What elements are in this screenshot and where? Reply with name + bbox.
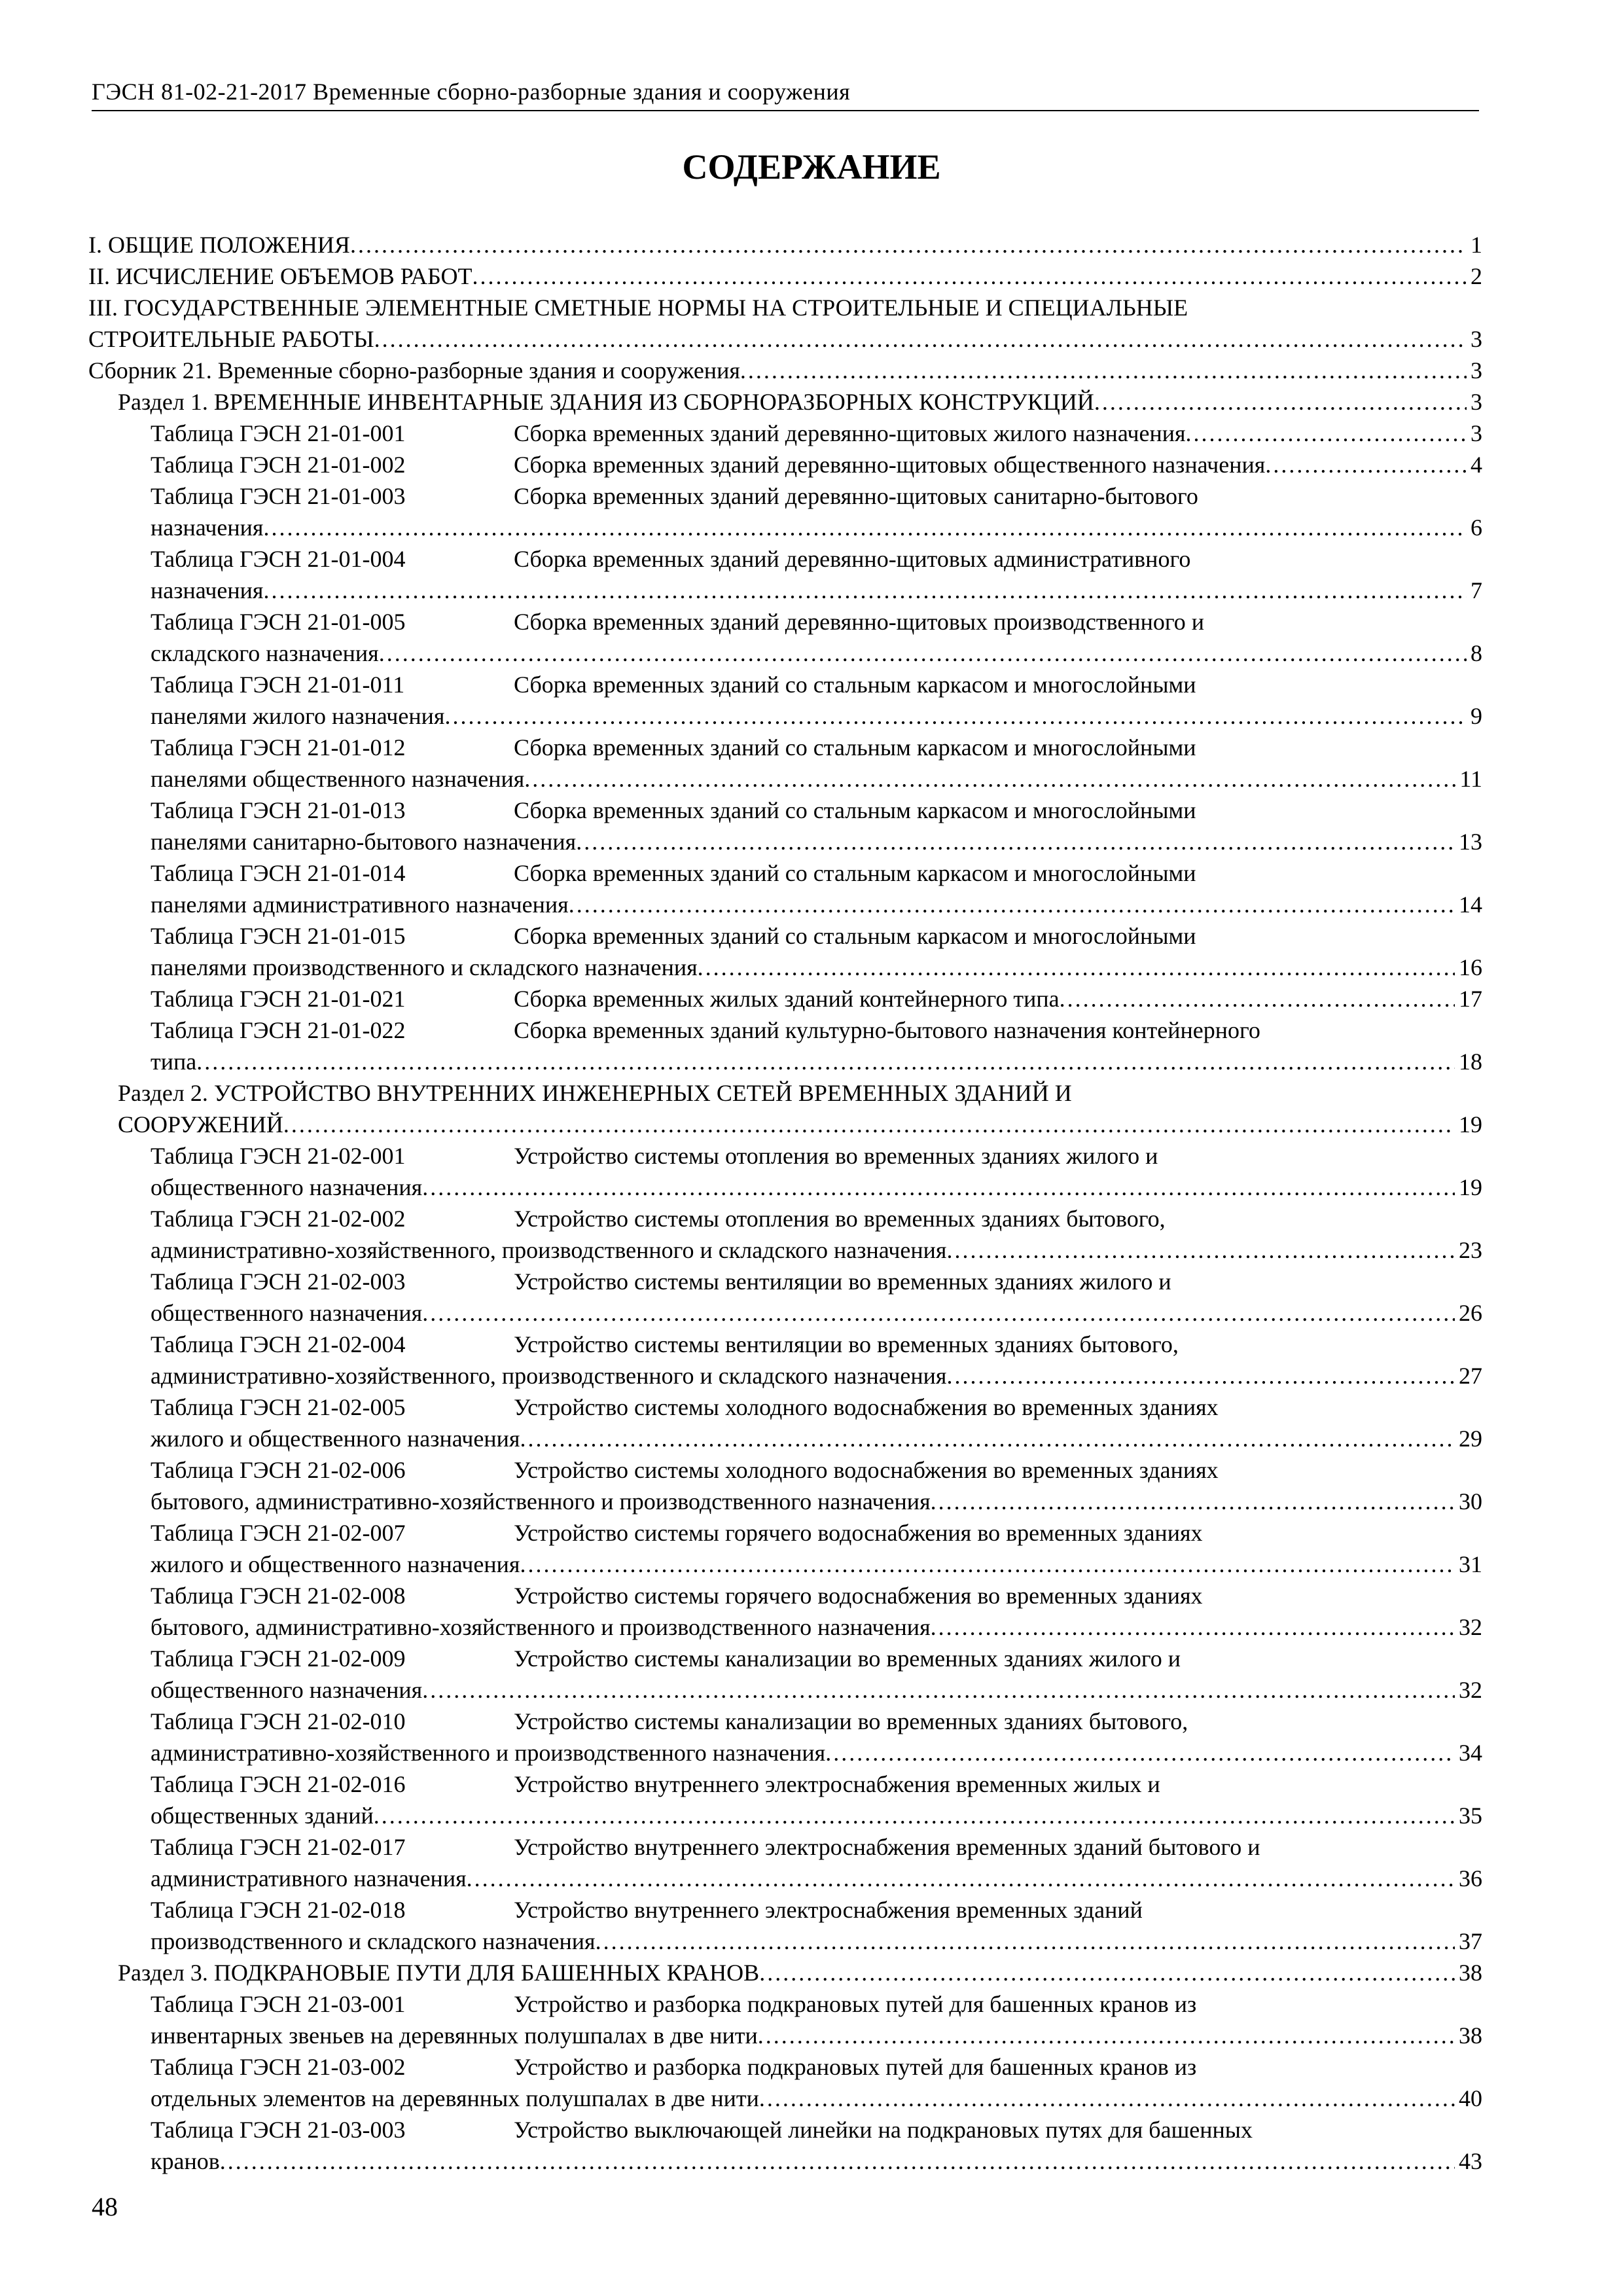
toc-entry-last-line [88, 826, 1482, 857]
toc-table-code: Таблица ГЭСН 21-02-010 [151, 1708, 406, 1734]
toc-entry-head: Сборка временных зданий со стальным каркасом и многослойными [514, 860, 1196, 886]
toc-entry-title: Сборка временных зданий деревянно-щитовых жилого назначения [514, 420, 1186, 446]
toc-entry-last-line [88, 512, 1482, 543]
toc-entry-first-line [151, 920, 1482, 952]
toc-entry-last-line [88, 1172, 1482, 1203]
toc-page-number: 9 [1471, 703, 1482, 729]
toc-table-code: Таблица ГЭСН 21-01-011 [151, 672, 405, 698]
toc-entry[interactable] [88, 449, 1482, 480]
toc-entry-head: Устройство внутреннего электроснабжения временных зданий [514, 1897, 1143, 1923]
toc-leader-dots [759, 2083, 1455, 2114]
toc-entry-head: Устройство системы отопления во временных зданиях жилого и [514, 1143, 1158, 1169]
toc-entry-last-line [88, 763, 1482, 795]
toc-entry[interactable] [88, 260, 1482, 292]
toc-page-number: 31 [1459, 1551, 1482, 1577]
toc-entry-head: Устройство системы вентиляции во временных зданиях бытового, [514, 1331, 1179, 1357]
toc-entry-title: общественного назначения [151, 1677, 423, 1703]
toc-entry-head: Сборка временных зданий со стальным каркасом и многослойными [514, 797, 1196, 823]
toc-entry-title: Сборка временных жилых зданий контейнерного типа [514, 986, 1060, 1012]
toc-entry[interactable] [88, 1329, 1482, 1391]
toc-entry-last-line [88, 889, 1482, 920]
toc-entry-head: Сборка временных зданий со стальным каркасом и многослойными [514, 672, 1196, 698]
toc-entry-last-line [88, 229, 1482, 260]
toc-entry-title: общественного назначения [151, 1174, 423, 1200]
toc-leader-dots [220, 2145, 1455, 2177]
toc-page-number: 3 [1471, 326, 1482, 352]
toc-entry-first-line [151, 1706, 1482, 1737]
toc-entry-last-line [88, 1549, 1482, 1580]
toc-leader-dots [1265, 449, 1467, 480]
toc-entry-first-line [151, 1329, 1482, 1360]
toc-entry-last-line [88, 952, 1482, 983]
toc-table-code: Таблица ГЭСН 21-01-022 [151, 1017, 406, 1043]
toc-entry-title: кранов [151, 2148, 220, 2174]
toc-table-code: Таблица ГЭСН 21-02-006 [151, 1457, 406, 1483]
toc-entry-first-line [151, 1894, 1482, 1926]
toc-entry-head: Раздел 2. УСТРОЙСТВО ВНУТРЕННИХ ИНЖЕНЕРНЫХ СЕТЕЙ ВРЕМЕННЫХ ЗДАНИЙ И [118, 1080, 1072, 1106]
toc-page-number: 4 [1471, 452, 1482, 478]
toc-entry-first-line [88, 292, 1482, 323]
toc-page-number: 27 [1459, 1363, 1482, 1389]
toc-leader-dots [596, 1926, 1455, 1957]
toc-table-code: Таблица ГЭСН 21-03-003 [151, 2117, 406, 2143]
toc-table-code: Таблица ГЭСН 21-01-013 [151, 797, 406, 823]
toc-entry-title: типа [151, 1049, 197, 1075]
toc-entry-head: Устройство системы холодного водоснабжения во временных зданиях [514, 1457, 1219, 1483]
toc-page-number: 34 [1459, 1740, 1482, 1766]
toc-entry[interactable] [88, 229, 1482, 260]
running-header: ГЭСН 81-02-21-2017 Временные сборно-разборные здания и сооружения [92, 77, 1479, 111]
toc-entry-first-line [151, 1517, 1482, 1549]
toc-entry-title: жилого и общественного назначения [151, 1426, 520, 1452]
page-title: СОДЕРЖАНИЕ [682, 147, 941, 187]
toc-table-code: Таблица ГЭСН 21-01-001 [151, 420, 406, 446]
toc-entry[interactable] [88, 1706, 1482, 1768]
toc-entry[interactable] [88, 1988, 1482, 2051]
toc-leader-dots [467, 1863, 1455, 1894]
toc-page-number: 40 [1459, 2085, 1482, 2111]
toc-leader-dots [520, 1423, 1455, 1454]
toc-leader-dots [263, 512, 1467, 543]
toc-entry[interactable] [88, 1957, 1482, 1988]
toc-entry[interactable] [88, 1014, 1482, 1077]
toc-entry-last-line [88, 1611, 1482, 1643]
toc-entry-title: инвентарных звеньев на деревянных полушпалах в две нити [151, 2022, 758, 2049]
toc-entry[interactable] [88, 1580, 1482, 1643]
toc-page-number: 23 [1459, 1237, 1482, 1263]
toc-entry[interactable] [88, 543, 1482, 606]
toc-leader-dots [350, 229, 1467, 260]
toc-entry-last-line [88, 323, 1482, 355]
toc-entry-head: Устройство и разборка подкрановых путей для башенных кранов из [514, 2054, 1197, 2080]
toc-entry-last-line [88, 1674, 1482, 1706]
toc-page-number: 32 [1459, 1614, 1482, 1640]
toc-leader-dots [825, 1737, 1455, 1768]
toc-entry[interactable] [88, 1894, 1482, 1957]
toc-entry-first-line [151, 669, 1482, 700]
toc-page-number: 16 [1459, 954, 1482, 980]
toc-entry-title: жилого и общественного назначения [151, 1551, 520, 1577]
toc-entry-first-line [151, 1580, 1482, 1611]
toc-entry-last-line [88, 1046, 1482, 1077]
toc-entry-last-line [88, 700, 1482, 732]
toc-entry-title: II. ИСЧИСЛЕНИЕ ОБЪЕМОВ РАБОТ [88, 263, 473, 289]
toc-entry[interactable] [88, 386, 1482, 418]
toc-entry-first-line [151, 1203, 1482, 1234]
toc-entry[interactable] [88, 292, 1482, 355]
toc-entry-last-line [118, 386, 1482, 418]
toc-page-number: 26 [1459, 1300, 1482, 1326]
toc-table-code: Таблица ГЭСН 21-02-002 [151, 1206, 406, 1232]
toc-table-code: Таблица ГЭСН 21-03-001 [151, 1991, 406, 2017]
page-number: 48 [92, 2192, 118, 2221]
toc-page-number: 3 [1471, 357, 1482, 384]
toc-entry-last-line [88, 2083, 1482, 2114]
toc-table-code: Таблица ГЭСН 21-01-014 [151, 860, 406, 886]
toc-page-number: 19 [1459, 1174, 1482, 1200]
toc-entry-first-line [151, 1643, 1482, 1674]
toc-entry-head: Устройство системы вентиляции во временных зданиях жилого и [514, 1268, 1171, 1295]
toc-entry-title: бытового, административно-хозяйственного и производственного назначения [151, 1614, 931, 1640]
toc-leader-dots [576, 826, 1455, 857]
toc-entry-title: панелями административного назначения [151, 891, 569, 918]
toc-entry-first-line [151, 2114, 1482, 2145]
toc-leader-dots [444, 700, 1467, 732]
toc-entry[interactable] [88, 1391, 1482, 1454]
toc-entry-title: административного назначения [151, 1865, 467, 1892]
toc-page-number: 37 [1459, 1928, 1482, 1954]
toc-page-number: 3 [1471, 389, 1482, 415]
toc-leader-dots [758, 2020, 1455, 2051]
toc-entry[interactable] [88, 1203, 1482, 1266]
toc-page-number: 29 [1459, 1426, 1482, 1452]
toc-entry[interactable] [88, 2051, 1482, 2114]
toc-table-code: Таблица ГЭСН 21-01-005 [151, 609, 406, 635]
toc-page-number: 32 [1459, 1677, 1482, 1703]
toc-entry-first-line [151, 1266, 1482, 1297]
toc-table-code: Таблица ГЭСН 21-02-018 [151, 1897, 406, 1923]
toc-entry[interactable] [88, 1517, 1482, 1580]
toc-entry-title: I. ОБЩИЕ ПОЛОЖЕНИЯ [88, 232, 350, 258]
toc-entry-first-line [151, 1768, 1482, 1800]
toc-entry[interactable] [88, 983, 1482, 1014]
toc-leader-dots [524, 763, 1455, 795]
toc-page-number: 8 [1471, 640, 1482, 666]
toc-entry-head: Сборка временных зданий культурно-бытового назначения контейнерного [514, 1017, 1260, 1043]
toc-table-code: Таблица ГЭСН 21-02-003 [151, 1268, 406, 1295]
toc-entry-first-line [151, 1140, 1482, 1172]
toc-leader-dots [698, 952, 1455, 983]
toc-leader-dots [422, 1172, 1455, 1203]
toc-entry-title: панелями санитарно-бытового назначения [151, 829, 577, 855]
toc-table-code: Таблица ГЭСН 21-02-005 [151, 1394, 406, 1420]
toc-entry-title: общественных зданий [151, 1803, 374, 1829]
toc-leader-dots [759, 1957, 1455, 1988]
toc-table-code: Таблица ГЭСН 21-01-012 [151, 734, 406, 761]
toc-entry-head: Устройство системы отопления во временных зданиях бытового, [514, 1206, 1166, 1232]
toc-entry-first-line [118, 1077, 1482, 1109]
toc-leader-dots [1186, 418, 1467, 449]
toc-leader-dots [379, 637, 1467, 669]
toc-entry-head: Устройство внутреннего электроснабжения временных жилых и [514, 1771, 1160, 1797]
toc-page-number: 43 [1459, 2148, 1482, 2174]
toc-entry-first-line [151, 2051, 1482, 2083]
toc-entry[interactable] [88, 669, 1482, 732]
toc-entry-first-line [151, 418, 1482, 449]
toc-entry-last-line [88, 1926, 1482, 1957]
toc-leader-dots [931, 1486, 1455, 1517]
toc-table-code: Таблица ГЭСН 21-02-016 [151, 1771, 406, 1797]
toc-page-number: 36 [1459, 1865, 1482, 1892]
toc-entry[interactable] [88, 1140, 1482, 1203]
toc-entry-head: Устройство системы канализации во временных зданиях жилого и [514, 1645, 1181, 1672]
toc-entry-title: административно-хозяйственного и производственного назначения [151, 1740, 826, 1766]
toc-page-number: 38 [1459, 2022, 1482, 2049]
toc-entry-first-line [151, 1454, 1482, 1486]
toc-table-code: Таблица ГЭСН 21-01-015 [151, 923, 406, 949]
toc-entry-last-line [88, 1297, 1482, 1329]
toc-entry-title: бытового, административно-хозяйственного и производственного назначения [151, 1488, 931, 1515]
toc-entry-head: Сборка временных зданий деревянно-щитовых административного [514, 546, 1191, 572]
toc-leader-dots [374, 1800, 1455, 1831]
toc-entry-head: Устройство выключающей линейки на подкрановых путях для башенных [514, 2117, 1253, 2143]
toc-entry-last-line [88, 1360, 1482, 1391]
toc-table-code: Таблица ГЭСН 21-02-008 [151, 1583, 406, 1609]
toc-entry[interactable] [88, 1077, 1482, 1140]
toc-page-number: 30 [1459, 1488, 1482, 1515]
toc-entry-title: панелями жилого назначения [151, 703, 445, 729]
toc-entry[interactable] [88, 1831, 1482, 1894]
toc-entry-last-line [88, 1863, 1482, 1894]
toc-entry-first-line [151, 606, 1482, 637]
toc-entry-last-line [88, 1486, 1482, 1517]
toc-entry-title: назначения [151, 514, 264, 541]
toc-entry-first-line [151, 732, 1482, 763]
toc-page-number: 18 [1459, 1049, 1482, 1075]
toc-entry-first-line [151, 1831, 1482, 1863]
toc-table-code: Таблица ГЭСН 21-01-003 [151, 483, 406, 509]
toc-leader-dots [520, 1549, 1455, 1580]
toc-table-code: Таблица ГЭСН 21-02-001 [151, 1143, 406, 1169]
toc-entry-first-line [151, 1391, 1482, 1423]
toc-page-number: 11 [1459, 766, 1482, 792]
toc-entry-title: Сборка временных зданий деревянно-щитовых общественного назначения [514, 452, 1266, 478]
toc-leader-dots [283, 1109, 1455, 1140]
toc-table-code: Таблица ГЭСН 21-03-002 [151, 2054, 406, 2080]
toc-leader-dots [740, 355, 1467, 386]
toc-entry-title: административно-хозяйственного, производственного и складского назначения [151, 1237, 947, 1263]
toc-entry[interactable] [88, 857, 1482, 920]
toc-entry-title: административно-хозяйственного, производственного и складского назначения [151, 1363, 947, 1389]
toc-entry-title: Сборник 21. Временные сборно-разборные здания и сооружения [88, 357, 740, 384]
toc-entry[interactable] [88, 795, 1482, 857]
toc-entry-title: назначения [151, 577, 264, 603]
toc-entry-first-line [151, 449, 1482, 480]
toc-table-code: Таблица ГЭСН 21-01-002 [151, 452, 406, 478]
toc-entry[interactable] [88, 1454, 1482, 1517]
toc-entry-first-line [151, 1988, 1482, 2020]
toc-leader-dots [569, 889, 1455, 920]
toc-page-number: 2 [1471, 263, 1482, 289]
toc-leader-dots [946, 1360, 1455, 1391]
toc-entry-last-line [118, 1957, 1482, 1988]
toc-leader-dots [422, 1297, 1455, 1329]
toc-page-number: 7 [1471, 577, 1482, 603]
toc-entry-last-line [88, 260, 1482, 292]
toc-entry[interactable] [88, 2114, 1482, 2177]
toc-page-number: 19 [1459, 1111, 1482, 1138]
toc-entry-last-line [88, 1234, 1482, 1266]
toc-entry[interactable] [88, 355, 1482, 386]
toc-entry-last-line [88, 2145, 1482, 2177]
toc-entry[interactable] [88, 1643, 1482, 1706]
toc-entry-head: Сборка временных зданий со стальным каркасом и многослойными [514, 923, 1196, 949]
toc-table-code: Таблица ГЭСН 21-02-004 [151, 1331, 406, 1357]
toc-entry-first-line [151, 543, 1482, 575]
toc-entry[interactable] [88, 1768, 1482, 1831]
toc-entry-last-line [88, 575, 1482, 606]
toc-entry-title: общественного назначения [151, 1300, 423, 1326]
toc-table-code: Таблица ГЭСН 21-02-009 [151, 1645, 406, 1672]
toc-page-number: 14 [1459, 891, 1482, 918]
toc-table-code: Таблица ГЭСН 21-01-004 [151, 546, 406, 572]
toc-entry[interactable] [88, 606, 1482, 669]
toc-entry-head: Сборка временных зданий деревянно-щитовых санитарно-бытового [514, 483, 1198, 509]
toc-entry[interactable] [88, 480, 1482, 543]
toc-entry-head: Устройство внутреннего электроснабжения временных зданий бытового и [514, 1834, 1260, 1860]
toc-entry-head: III. ГОСУДАРСТВЕННЫЕ ЭЛЕМЕНТНЫЕ СМЕТНЫЕ НОРМЫ НА СТРОИТЕЛЬНЫЕ И СПЕЦИАЛЬНЫЕ [88, 295, 1188, 321]
toc-leader-dots [422, 1674, 1455, 1706]
toc-entry-last-line [88, 2020, 1482, 2051]
toc-entry-first-line [151, 983, 1482, 1014]
toc-entry-title: панелями общественного назначения [151, 766, 525, 792]
toc-entry-last-line [88, 1423, 1482, 1454]
toc-page-number: 1 [1471, 232, 1482, 258]
toc-entry-title: СТРОИТЕЛЬНЫЕ РАБОТЫ [88, 326, 374, 352]
toc-entry-first-line [151, 1014, 1482, 1046]
toc-entry[interactable] [88, 732, 1482, 795]
toc-leader-dots [946, 1234, 1455, 1266]
toc-entry-last-line [88, 637, 1482, 669]
toc-entry-head: Сборка временных зданий со стальным каркасом и многослойными [514, 734, 1196, 761]
toc-entry-title: отдельных элементов на деревянных полушпалах в две нити [151, 2085, 759, 2111]
toc-leader-dots [473, 260, 1467, 292]
toc-entry-first-line [151, 857, 1482, 889]
toc-entry-title: Раздел 1. ВРЕМЕННЫЕ ИНВЕНТАРНЫЕ ЗДАНИЯ ИЗ СБОРНОРАЗБОРНЫХ КОНСТРУКЦИЙ [118, 389, 1094, 415]
table-of-contents [88, 229, 1482, 2177]
toc-page-number: 13 [1459, 829, 1482, 855]
toc-entry-title: складского назначения [151, 640, 379, 666]
toc-page-number: 17 [1459, 986, 1482, 1012]
toc-leader-dots [1060, 983, 1455, 1014]
toc-table-code: Таблица ГЭСН 21-02-007 [151, 1520, 406, 1546]
toc-entry-last-line [88, 355, 1482, 386]
toc-entry-title: панелями производственного и складского назначения [151, 954, 698, 980]
toc-entry-title: производственного и складского назначения [151, 1928, 596, 1954]
toc-leader-dots [931, 1611, 1455, 1643]
toc-entry-last-line [88, 1737, 1482, 1768]
toc-page-number: 3 [1471, 420, 1482, 446]
toc-leader-dots [1094, 386, 1467, 418]
toc-entry-head: Сборка временных зданий деревянно-щитовых производственного и [514, 609, 1205, 635]
toc-leader-dots [263, 575, 1467, 606]
toc-page-number: 38 [1459, 1960, 1482, 1986]
toc-table-code: Таблица ГЭСН 21-02-017 [151, 1834, 406, 1860]
toc-entry-head: Устройство и разборка подкрановых путей для башенных кранов из [514, 1991, 1197, 2017]
toc-entry-title: СООРУЖЕНИЙ [118, 1111, 283, 1138]
toc-leader-dots [374, 323, 1467, 355]
toc-entry-head: Устройство системы горячего водоснабжения во временных зданиях [514, 1520, 1203, 1546]
toc-entry[interactable] [88, 1266, 1482, 1329]
toc-entry-title: Раздел 3. ПОДКРАНОВЫЕ ПУТИ ДЛЯ БАШЕННЫХ КРАНОВ [118, 1960, 760, 1986]
toc-table-code: Таблица ГЭСН 21-01-021 [151, 986, 406, 1012]
toc-entry-last-line [88, 1800, 1482, 1831]
toc-entry[interactable] [88, 418, 1482, 449]
toc-entry-last-line [118, 1109, 1482, 1140]
toc-page-number: 35 [1459, 1803, 1482, 1829]
toc-entry-first-line [151, 795, 1482, 826]
toc-page-number: 6 [1471, 514, 1482, 541]
toc-entry-head: Устройство системы холодного водоснабжения во временных зданиях [514, 1394, 1219, 1420]
toc-entry-head: Устройство системы горячего водоснабжения во временных зданиях [514, 1583, 1203, 1609]
toc-entry-head: Устройство системы канализации во временных зданиях бытового, [514, 1708, 1188, 1734]
toc-leader-dots [196, 1046, 1455, 1077]
toc-entry-first-line [151, 480, 1482, 512]
toc-entry[interactable] [88, 920, 1482, 983]
